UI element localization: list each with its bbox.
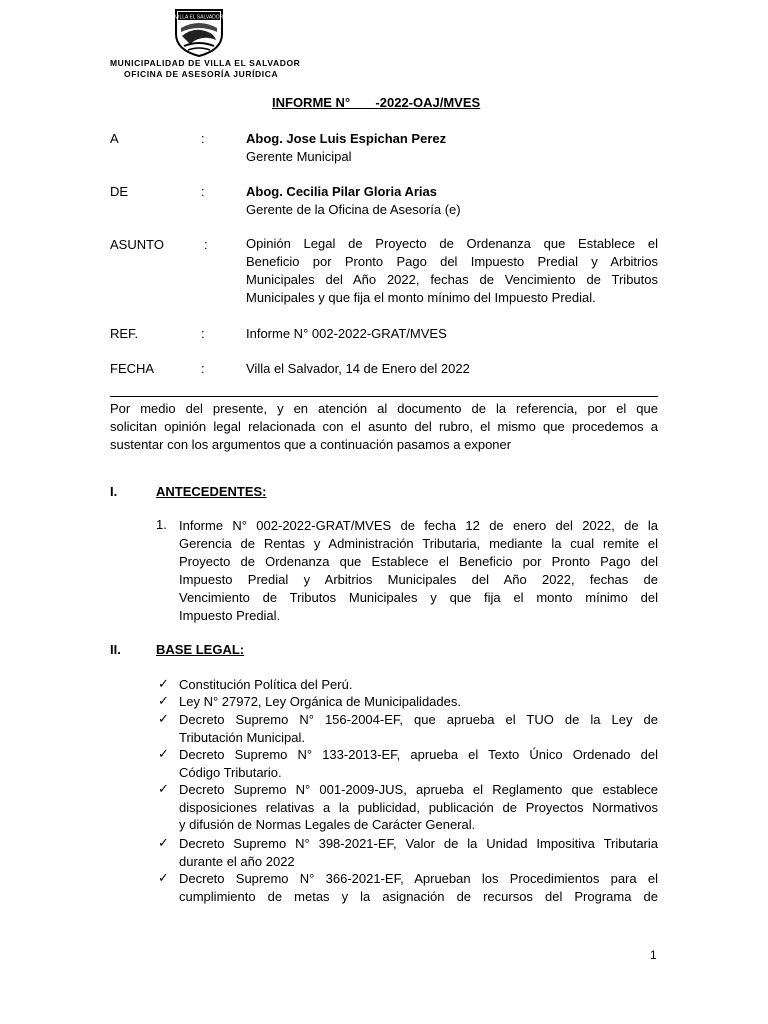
- field-colon-asunto: :: [204, 237, 208, 252]
- intro-paragraph: [110, 400, 658, 454]
- field-label-asunto: ASUNTO: [110, 237, 164, 252]
- page-number: 1: [650, 948, 657, 962]
- sender-name: Abog. Cecilia Pilar Gloria Arias: [246, 184, 437, 199]
- field-label-a: A: [110, 131, 119, 146]
- municipality-name: MUNICIPALIDAD DE VILLA EL SALVADOR: [110, 58, 301, 68]
- antecedent-line: Impuesto Predial.: [179, 608, 281, 623]
- legal-basis-line: Decreto Supremo N° 366-2021-EF, Aprueban los Procedimientos para el: [179, 871, 658, 886]
- municipal-seal-logo: [172, 4, 226, 58]
- subject-line: Municipales y que fija el monto mínimo del Impuesto Predial.: [246, 290, 596, 305]
- date-value: Villa el Salvador, 14 de Enero del 2022: [246, 361, 470, 376]
- field-colon-ref: :: [201, 326, 205, 341]
- legal-basis-item: [179, 711, 658, 746]
- office-name: OFICINA DE ASESORÍA JURÍDICA: [124, 69, 279, 79]
- legal-basis-item: [179, 693, 658, 711]
- subject-line: Opinión Legal de Proyecto de Ordenanza que Establece el: [246, 236, 658, 251]
- intro-line: Por medio del presente, y en atención al documento de la referencia, por el que: [110, 401, 658, 416]
- antecedent-item-number: 1.: [156, 517, 167, 532]
- subject-line: Municipales del Año 2022, fechas de Vencimiento de Tributos: [246, 272, 658, 287]
- checkmark-icon: ✓: [158, 870, 169, 885]
- recipient-role: Gerente Municipal: [246, 149, 352, 164]
- legal-basis-line: Decreto Supremo N° 156-2004-EF, que aprueba el TUO de la Ley de: [179, 712, 658, 727]
- checkmark-icon: ✓: [158, 711, 169, 726]
- checkmark-icon: ✓: [158, 746, 169, 761]
- checkmark-icon: ✓: [158, 693, 169, 708]
- antecedent-line: Informe N° 002-2022-GRAT/MVES de fecha 12 de enero del 2022, de la: [179, 518, 658, 533]
- legal-basis-line: Decreto Supremo N° 398-2021-EF, Valor de la Unidad Impositiva Tributaria: [179, 836, 658, 851]
- antecedent-line: Vencimiento de Tributos Municipales y que fija el monto mínimo del: [179, 590, 658, 605]
- field-colon-fecha: :: [201, 361, 205, 376]
- section-number-2: II.: [110, 642, 121, 657]
- legal-basis-item: [179, 870, 658, 905]
- antecedent-item-text: [179, 517, 658, 625]
- legal-basis-line: Constitución Política del Perú.: [179, 677, 353, 692]
- intro-line: solicitan opinión legal relacionada con el asunto del rubro, el mismo que procedemos a: [110, 419, 658, 434]
- legal-basis-item: [179, 781, 658, 834]
- field-colon-a: :: [201, 131, 205, 146]
- legal-basis-line: Tributación Municipal.: [179, 729, 305, 745]
- legal-basis-line: cumplimiento de metas y la asignación de recursos del Programa de: [179, 888, 658, 904]
- sender-role: Gerente de la Oficina de Asesoría (e): [246, 202, 461, 217]
- legal-basis-line: y difusión de Normas Legales de Carácter General.: [179, 817, 476, 832]
- checkmark-icon: ✓: [158, 676, 169, 691]
- logo-lettering: VILLA EL SALVADOR: [174, 14, 224, 21]
- legal-basis-line: Ley N° 27972, Ley Orgánica de Municipalidades.: [179, 694, 461, 709]
- legal-basis-item: [179, 746, 658, 781]
- legal-basis-line: Decreto Supremo N° 133-2013-EF, aprueba el Texto Único Ordenado del: [179, 747, 658, 762]
- checkmark-icon: ✓: [158, 781, 169, 796]
- legal-basis-line: disposiciones relativas a la publicidad, publicación de Proyectos Normativos: [179, 799, 658, 815]
- field-label-de: DE: [110, 184, 129, 199]
- section-number-1: I.: [110, 484, 118, 499]
- legal-basis-line: durante el año 2022: [179, 853, 295, 869]
- subject-text: [246, 235, 658, 307]
- legal-basis-item: [179, 676, 658, 694]
- report-title: INFORME N° -2022-OAJ/MVES: [272, 95, 481, 110]
- section-title-base-legal: BASE LEGAL:: [156, 642, 245, 657]
- legal-basis-line: Decreto Supremo N° 001-2009-JUS, aprueba el Reglamento que establece: [179, 782, 658, 797]
- antecedent-line: Proyecto de Ordenanza que Establece el Beneficio por Pronto Pago del: [179, 554, 658, 569]
- field-label-fecha: FECHA: [110, 361, 155, 376]
- recipient-name: Abog. Jose Luis Espichan Perez: [246, 131, 447, 146]
- section-title-antecedentes: ANTECEDENTES:: [156, 484, 267, 499]
- checkmark-icon: ✓: [158, 835, 169, 850]
- subject-line: Beneficio por Pronto Pago del Impuesto Predial y Arbitrios: [246, 254, 658, 269]
- legal-basis-item: [179, 835, 658, 870]
- antecedent-line: Impuesto Predial y Arbitrios Municipales del Año 2022, fechas de: [179, 572, 658, 587]
- legal-basis-line: Código Tributario.: [179, 764, 282, 780]
- header-divider: [110, 396, 658, 397]
- intro-line: sustentar con los argumentos que a continuación pasamos a exponer: [110, 437, 512, 452]
- reference-value: Informe N° 002-2022-GRAT/MVES: [246, 326, 447, 341]
- field-label-ref: REF.: [110, 326, 139, 341]
- field-colon-de: :: [201, 184, 205, 199]
- antecedent-line: Gerencia de Rentas y Administración Tributaria, mediante la cual remite el: [179, 536, 658, 551]
